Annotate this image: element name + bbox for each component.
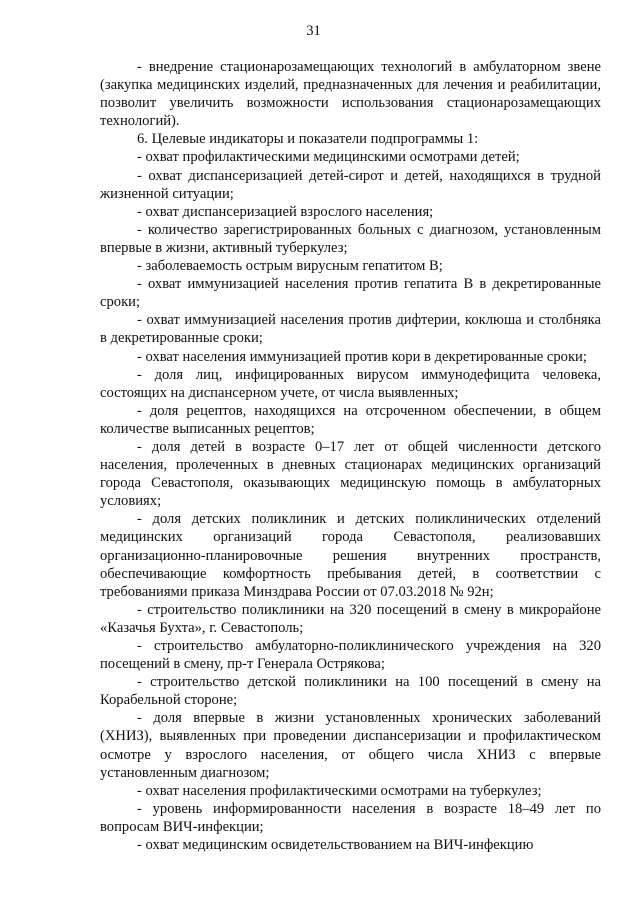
- list-item: - доля рецептов, находящихся на отсроченном обеспечении, в общем количестве выписанных рецептов;: [100, 402, 601, 437]
- list-item: - доля детей в возрасте 0–17 лет от общей численности детского населения, пролеченных в дневных стационарах медицинских организаций города Севастополя, оказывающих медицинскую помощь в амбулаторных условиях;: [100, 438, 601, 510]
- list-item: - заболеваемость острым вирусным гепатитом В;: [137, 258, 443, 275]
- list-item: - количество зарегистрированных больных с диагнозом, установленным впервые в жизни, активный туберкулез;: [100, 221, 601, 256]
- list-item: - уровень информированности населения в возрасте 18–49 лет по вопросам ВИЧ-инфекции;: [100, 800, 601, 835]
- list-item: - охват населения иммунизацией против кори в декретированные сроки;: [137, 348, 587, 365]
- list-item: - охват диспансеризацией взрослого населения;: [137, 203, 434, 220]
- section-heading-target-indicators: 6. Целевые индикаторы и показатели подпрограммы 1:: [137, 131, 479, 148]
- list-item: - охват населения профилактическими осмотрами на туберкулез;: [137, 782, 542, 799]
- list-item: - доля детских поликлиник и детских поликлинических отделений медицинских организаций города Севастополя, реализовавших организационно-планировочные решения внутренних пространств, обеспечивающие комфортность пребывания детей, в соответствии с требованиями приказа Минздрава России от 07.03.2018 № 92н;: [100, 511, 601, 600]
- document-body: [100, 58, 601, 854]
- list-item: - охват профилактическими медицинскими осмотрами детей;: [137, 149, 520, 166]
- list-item: - доля впервые в жизни установленных хронических заболеваний (ХНИЗ), выявленных при проведении диспансеризации и профилактическом осмотре у взрослого населения, от общего числа ХНИЗ с впервые установленным диагнозом;: [100, 710, 601, 781]
- list-item: - доля лиц, инфицированных вирусом иммунодефицита человека, состоящих на диспансерном учете, от числа выявленных;: [100, 366, 601, 401]
- list-item: - строительство поликлиники на 320 посещений в смену в микрорайоне «Казачья Бухта», г. Севастополь;: [100, 601, 601, 636]
- list-item: - охват диспансеризацией детей-сирот и детей, находящихся в трудной жизненной ситуации;: [100, 167, 601, 202]
- paragraph-stationary-technologies: - внедрение стационарозамещающих технологий в амбулаторном звене (закупка медицинских изделий, предназначенных для лечения и реабилитации, позволит увеличить возможности использования стационарозамещающих технологий).: [100, 59, 601, 130]
- list-item: - охват иммунизацией населения против дифтерии, коклюша и столбняка в декретированные сроки;: [100, 312, 601, 347]
- page-number: 31: [306, 23, 321, 39]
- list-item: - строительство детской поликлиники на 100 посещений в смену на Корабельной стороне;: [100, 674, 601, 709]
- list-item: - охват иммунизацией населения против гепатита В в декретированные сроки;: [100, 276, 601, 311]
- list-item: - строительство амбулаторно-поликлинического учреждения на 320 посещений в смену, пр-т Генерала Острякова;: [100, 638, 601, 673]
- list-item: - охват медицинским освидетельствованием на ВИЧ-инфекцию: [137, 837, 534, 854]
